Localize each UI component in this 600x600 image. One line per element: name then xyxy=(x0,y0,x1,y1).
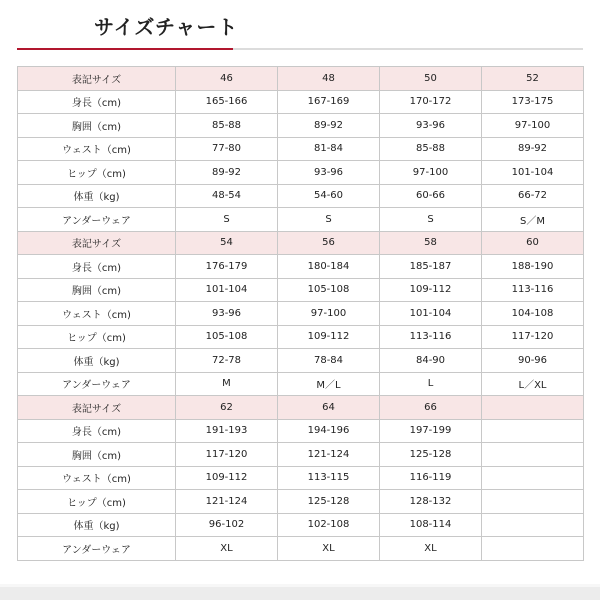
measurement-value: 97-100 xyxy=(380,161,482,185)
measurement-value: 104-108 xyxy=(482,302,584,326)
measurement-value: 121-124 xyxy=(176,490,278,514)
measurement-label: ヒップ（cm) xyxy=(18,490,176,514)
measurement-value: L xyxy=(380,372,482,396)
measurement-label: アンダーウェア xyxy=(18,537,176,561)
measurement-value: XL xyxy=(380,537,482,561)
measurement-label: ウェスト（cm) xyxy=(18,137,176,161)
measurement-value: 77-80 xyxy=(176,137,278,161)
measurement-value: 78-84 xyxy=(278,349,380,373)
measurement-row xyxy=(18,184,584,208)
measurement-value: M／L xyxy=(278,372,380,396)
measurement-value xyxy=(482,537,584,561)
size-header-cell: 56 xyxy=(278,231,380,255)
title-divider xyxy=(17,48,583,50)
measurement-value: 89-92 xyxy=(482,137,584,161)
measurement-row xyxy=(18,537,584,561)
measurement-value: S／M xyxy=(482,208,584,232)
measurement-label: 体重（kg) xyxy=(18,349,176,373)
measurement-value: 125-128 xyxy=(278,490,380,514)
measurement-value xyxy=(482,513,584,537)
measurement-value: 121-124 xyxy=(278,443,380,467)
measurement-value: 81-84 xyxy=(278,137,380,161)
measurement-row xyxy=(18,255,584,279)
measurement-label: アンダーウェア xyxy=(18,372,176,396)
size-header-cell: 66 xyxy=(380,396,482,420)
measurement-value: 165-166 xyxy=(176,90,278,114)
measurement-value: 167-169 xyxy=(278,90,380,114)
measurement-value: 101-104 xyxy=(380,302,482,326)
measurement-label: ウェスト（cm) xyxy=(18,302,176,326)
measurement-row xyxy=(18,466,584,490)
measurement-value: 66-72 xyxy=(482,184,584,208)
measurement-value: 197-199 xyxy=(380,419,482,443)
measurement-value: M xyxy=(176,372,278,396)
measurement-value: 96-102 xyxy=(176,513,278,537)
measurement-row xyxy=(18,443,584,467)
measurement-row xyxy=(18,513,584,537)
measurement-value: 102-108 xyxy=(278,513,380,537)
measurement-row xyxy=(18,114,584,138)
measurement-label: ヒップ（cm) xyxy=(18,161,176,185)
measurement-label: 胸囲（cm) xyxy=(18,278,176,302)
measurement-value: 48-54 xyxy=(176,184,278,208)
measurement-value: 117-120 xyxy=(482,325,584,349)
measurement-value: 188-190 xyxy=(482,255,584,279)
measurement-value: 93-96 xyxy=(278,161,380,185)
measurement-value: L／XL xyxy=(482,372,584,396)
measurement-value xyxy=(482,443,584,467)
measurement-value: 108-114 xyxy=(380,513,482,537)
measurement-value: 185-187 xyxy=(380,255,482,279)
measurement-value: 109-112 xyxy=(176,466,278,490)
measurement-value: 89-92 xyxy=(278,114,380,138)
measurement-row xyxy=(18,419,584,443)
measurement-value: 113-115 xyxy=(278,466,380,490)
measurement-value: 93-96 xyxy=(176,302,278,326)
measurement-row xyxy=(18,208,584,232)
size-chart-table xyxy=(17,66,584,561)
measurement-label: 身長（cm) xyxy=(18,90,176,114)
measurement-value: 128-132 xyxy=(380,490,482,514)
measurement-row xyxy=(18,302,584,326)
measurement-value: 90-96 xyxy=(482,349,584,373)
measurement-value: S xyxy=(176,208,278,232)
measurement-value: 109-112 xyxy=(278,325,380,349)
measurement-row xyxy=(18,325,584,349)
measurement-value: 97-100 xyxy=(278,302,380,326)
size-header-label: 表記サイズ xyxy=(18,67,176,91)
bottom-scroll-area xyxy=(0,584,600,600)
size-header-row xyxy=(18,231,584,255)
measurement-value: 113-116 xyxy=(482,278,584,302)
measurement-value: 173-175 xyxy=(482,90,584,114)
measurement-value: 194-196 xyxy=(278,419,380,443)
measurement-value: 109-112 xyxy=(380,278,482,302)
size-chart-body xyxy=(18,67,584,561)
measurement-value: 180-184 xyxy=(278,255,380,279)
size-header-cell: 58 xyxy=(380,231,482,255)
measurement-value: 105-108 xyxy=(278,278,380,302)
measurement-value: 101-104 xyxy=(176,278,278,302)
measurement-value: S xyxy=(278,208,380,232)
measurement-value: 93-96 xyxy=(380,114,482,138)
size-header-label: 表記サイズ xyxy=(18,231,176,255)
bottom-scroll-edge xyxy=(0,584,600,587)
measurement-value xyxy=(482,490,584,514)
size-header-cell: 54 xyxy=(176,231,278,255)
measurement-value: XL xyxy=(176,537,278,561)
measurement-value: S xyxy=(380,208,482,232)
measurement-value: 113-116 xyxy=(380,325,482,349)
measurement-row xyxy=(18,278,584,302)
size-header-cell: 60 xyxy=(482,231,584,255)
measurement-value: 116-119 xyxy=(380,466,482,490)
measurement-row xyxy=(18,372,584,396)
measurement-label: 身長（cm) xyxy=(18,255,176,279)
measurement-value: 105-108 xyxy=(176,325,278,349)
size-header-cell: 64 xyxy=(278,396,380,420)
measurement-row xyxy=(18,161,584,185)
measurement-value: 117-120 xyxy=(176,443,278,467)
measurement-label: 胸囲（cm) xyxy=(18,443,176,467)
size-header-row xyxy=(18,396,584,420)
measurement-label: ヒップ（cm) xyxy=(18,325,176,349)
size-header-label: 表記サイズ xyxy=(18,396,176,420)
measurement-value: 60-66 xyxy=(380,184,482,208)
measurement-label: アンダーウェア xyxy=(18,208,176,232)
measurement-value: 191-193 xyxy=(176,419,278,443)
measurement-value: 54-60 xyxy=(278,184,380,208)
page-title: サイズチャート xyxy=(94,15,239,39)
measurement-row xyxy=(18,490,584,514)
measurement-value xyxy=(482,419,584,443)
size-header-cell: 50 xyxy=(380,67,482,91)
measurement-row xyxy=(18,90,584,114)
measurement-value: 85-88 xyxy=(380,137,482,161)
measurement-value: 97-100 xyxy=(482,114,584,138)
measurement-label: 体重（kg) xyxy=(18,513,176,537)
measurement-value: 125-128 xyxy=(380,443,482,467)
size-header-cell: 48 xyxy=(278,67,380,91)
size-header-cell xyxy=(482,396,584,420)
measurement-row xyxy=(18,137,584,161)
size-header-cell: 62 xyxy=(176,396,278,420)
measurement-value: 170-172 xyxy=(380,90,482,114)
measurement-value xyxy=(482,466,584,490)
measurement-value: 72-78 xyxy=(176,349,278,373)
size-header-row xyxy=(18,67,584,91)
size-header-cell: 52 xyxy=(482,67,584,91)
measurement-value: 89-92 xyxy=(176,161,278,185)
measurement-label: 胸囲（cm) xyxy=(18,114,176,138)
title-divider-accent xyxy=(17,48,233,50)
measurement-label: 体重（kg) xyxy=(18,184,176,208)
measurement-row xyxy=(18,349,584,373)
size-header-cell: 46 xyxy=(176,67,278,91)
measurement-value: 101-104 xyxy=(482,161,584,185)
measurement-label: ウェスト（cm) xyxy=(18,466,176,490)
measurement-value: 176-179 xyxy=(176,255,278,279)
measurement-value: XL xyxy=(278,537,380,561)
measurement-label: 身長（cm) xyxy=(18,419,176,443)
measurement-value: 85-88 xyxy=(176,114,278,138)
measurement-value: 84-90 xyxy=(380,349,482,373)
